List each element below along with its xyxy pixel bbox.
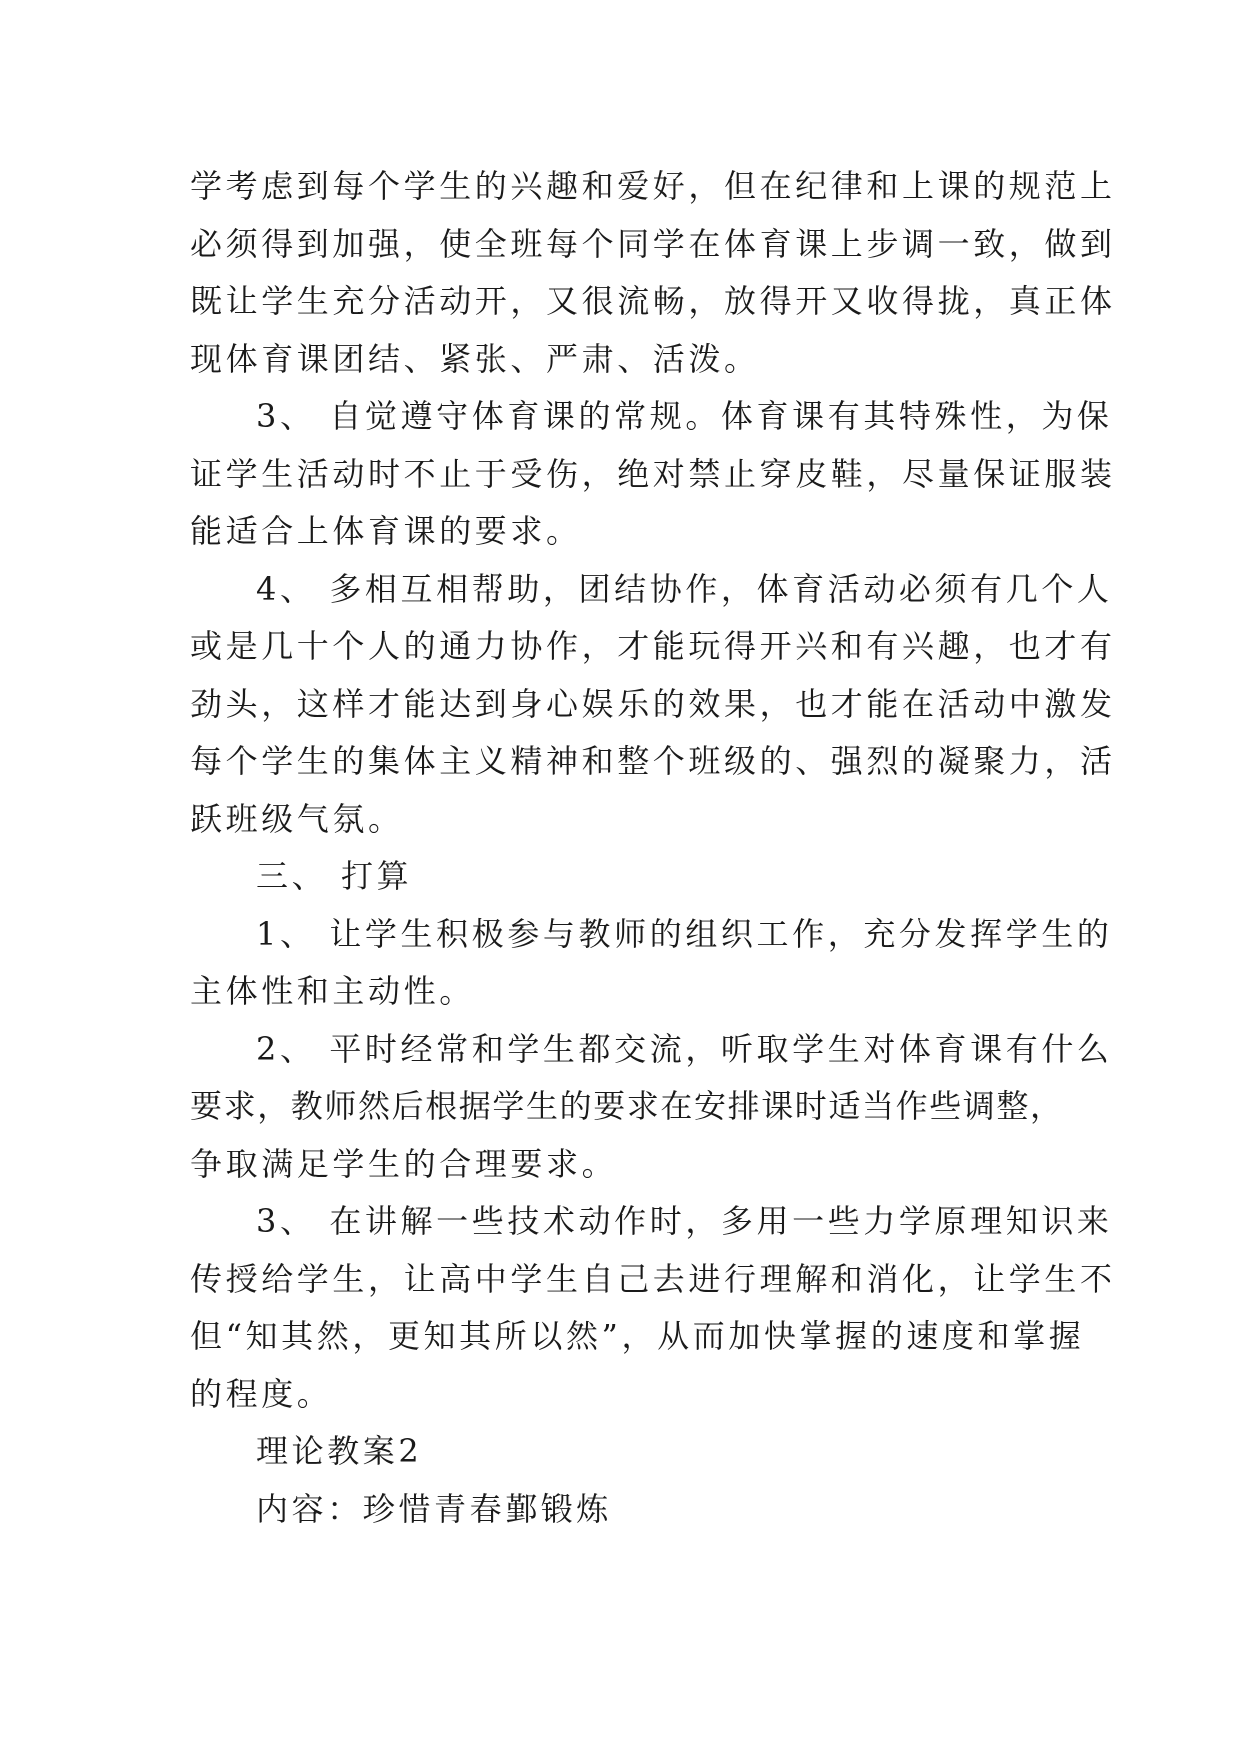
text-line: 每个学生的集体主义精神和整个班级的、强烈的凝聚力，活 — [190, 742, 1116, 780]
text-line: 或是几十个人的通力协作，才能玩得开兴和有兴趣，也才有 — [190, 627, 1116, 665]
text-line: 证学生活动时不止于受伤，绝对禁止穿皮鞋，尽量保证服装 — [190, 454, 1116, 493]
lesson-title: 理论教案2 — [256, 1432, 423, 1470]
text-line: 劲头，这样才能达到身心娱乐的效果，也才能在活动中激发 — [190, 684, 1116, 723]
text-line: 要求，教师然后根据学生的要求在安排课时适当作些调整， — [190, 1087, 1064, 1125]
numbered-item-3b: 3、 在讲解一些技术动作时，多用一些力学原理知识来 — [256, 1202, 1113, 1240]
text-line: 传授给学生，让高中学生自己去进行理解和消化，让学生不 — [190, 1259, 1116, 1298]
numbered-item-2: 2、 平时经常和学生都交流，听取学生对体育课有什么 — [256, 1029, 1113, 1068]
document-body — [190, 158, 1116, 1538]
numbered-item-3: 3、 自觉遵守体育课的常规。体育课有其特殊性，为保 — [256, 397, 1113, 435]
numbered-item-4: 4、 多相互相帮助，团结协作，体育活动必须有几个人 — [256, 569, 1113, 608]
text-line: 跃班级气氛。 — [190, 799, 404, 838]
text-line: 学考虑到每个学生的兴趣和爱好，但在纪律和上课的规范上 — [190, 167, 1116, 205]
text-line: 但“知其然，更知其所以然”，从而加快掌握的速度和掌握 — [190, 1317, 1085, 1355]
text-line: 争取满足学生的合理要求。 — [190, 1144, 618, 1183]
lesson-content-label: 内容：珍惜青春鄞锻炼 — [256, 1489, 613, 1528]
text-line: 既让学生充分活动开，又很流畅，放得开又收得拢，真正体 — [190, 282, 1116, 320]
text-line: 能适合上体育课的要求。 — [190, 512, 582, 550]
text-line: 主体性和主动性。 — [190, 972, 475, 1010]
section-heading: 三、 打算 — [256, 857, 413, 895]
text-line: 现体育课团结、紧张、严肃、活泼。 — [190, 339, 760, 378]
text-line: 的程度。 — [190, 1374, 333, 1413]
text-line: 必须得到加强，使全班每个同学在体育课上步调一致，做到 — [190, 224, 1116, 263]
numbered-item-1: 1、 让学生积极参与教师的组织工作，充分发挥学生的 — [256, 914, 1113, 953]
